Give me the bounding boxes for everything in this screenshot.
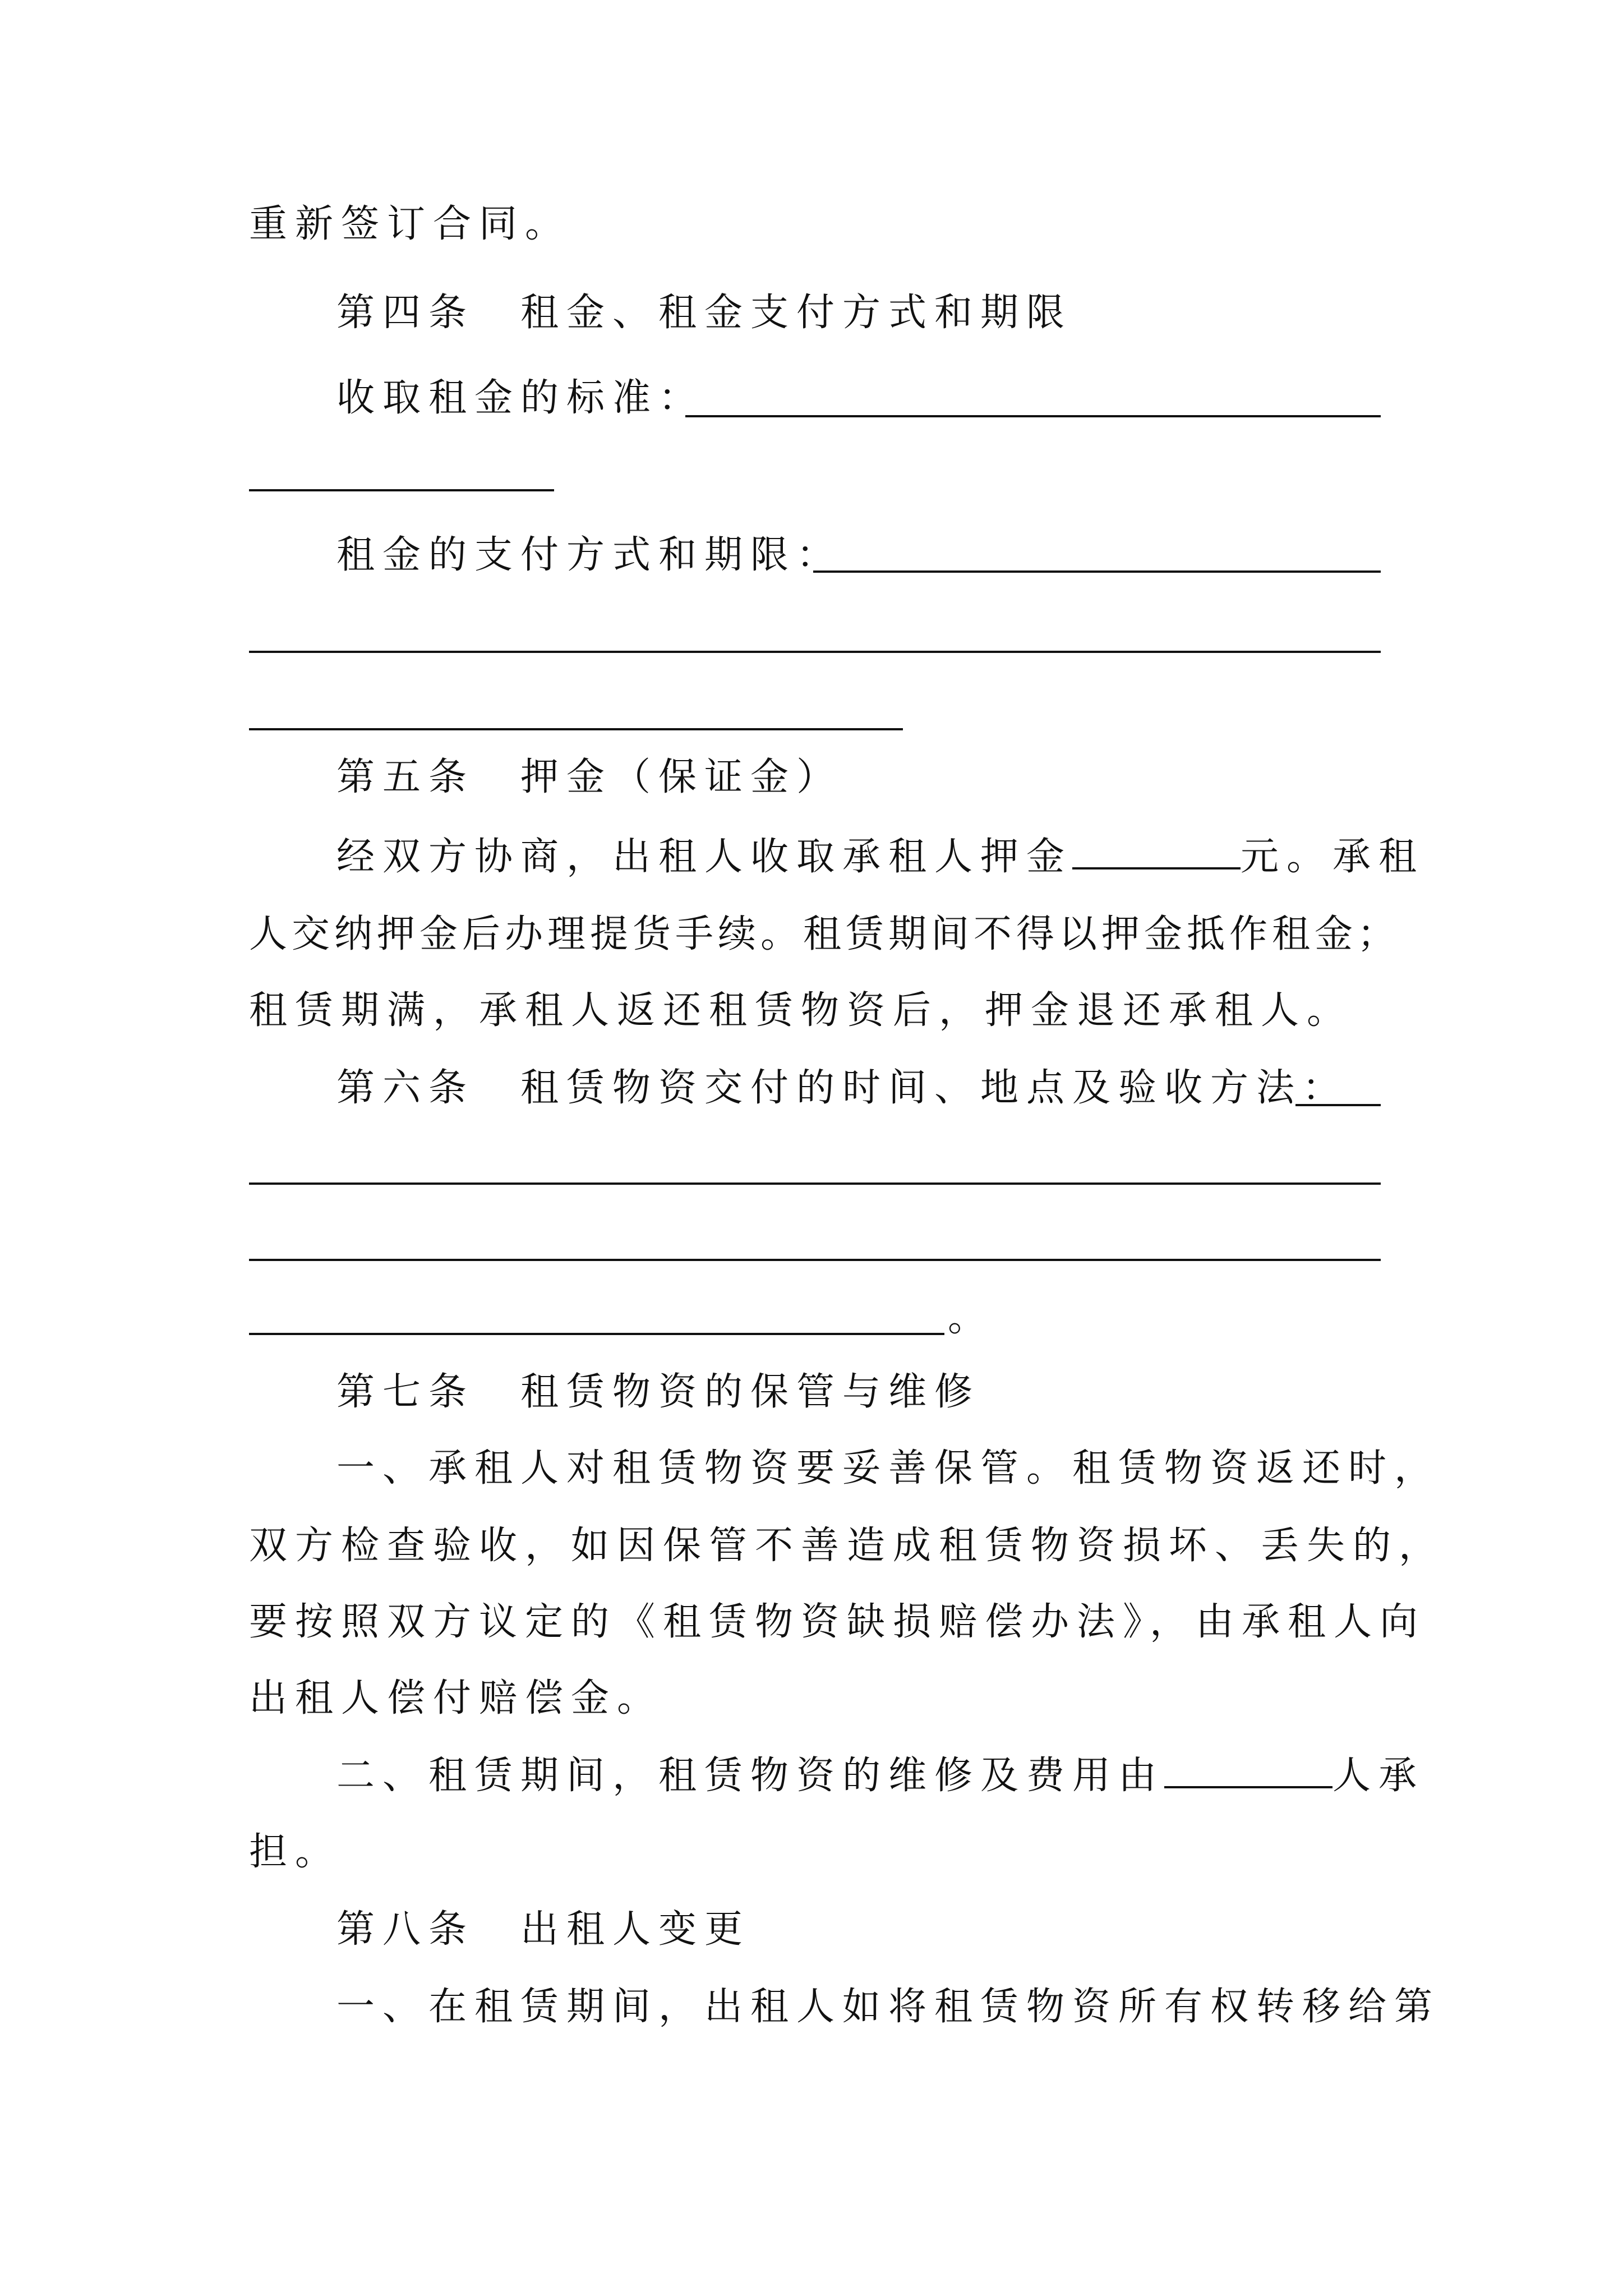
text-line: 重新签订合同。: [249, 202, 571, 246]
rent-standard-blank[interactable]: [685, 415, 1381, 417]
text-line: 租赁期满，承租人返还租赁物资后，押金退还承租人。: [249, 988, 1353, 1033]
delivery-method-blank-cont-1[interactable]: [249, 1182, 1381, 1185]
article-4-heading: 第四条 租金、租金支付方式和期限: [336, 291, 1073, 335]
sentence-end-mark: 。: [948, 1296, 994, 1340]
deposit-amount-blank[interactable]: [1072, 867, 1241, 869]
text-line: 要按照双方议定的《租赁物资缺损赔偿办法》，由承租人向: [249, 1600, 1426, 1644]
text-line: 一、承租人对租赁物资要妥善保管。租赁物资返还时，: [336, 1446, 1441, 1490]
article-7-heading: 第七条 租赁物资的保管与维修: [336, 1370, 981, 1414]
article-6-heading: 第六条 租赁物资交付的时间、地点及验收方法：: [336, 1066, 1349, 1110]
payment-method-label: 租金的支付方式和期限：: [336, 533, 843, 577]
text-line: 一、在租赁期间，出租人如将租赁物资所有权转移给第: [336, 1985, 1441, 2029]
text-line: 担。: [249, 1830, 342, 1874]
article-8-heading: 第八条 出租人变更: [336, 1907, 751, 1952]
rent-standard-label: 收取租金的标准：: [336, 376, 705, 420]
text-line: 出租人偿付赔偿金。: [249, 1676, 663, 1720]
text-line: 人交纳押金后办理提货手续。租赁期间不得以押金抵作租金；: [249, 912, 1400, 956]
payment-method-blank[interactable]: [813, 570, 1381, 573]
article-5-heading: 第五条 押金（保证金）: [336, 755, 843, 799]
deposit-sentence: [336, 818, 1424, 896]
payment-method-blank-cont-1[interactable]: [249, 651, 1381, 653]
maintenance-text-b: 人承: [1332, 1754, 1425, 1798]
delivery-method-blank[interactable]: [1295, 1104, 1381, 1106]
deposit-text-b: 元。承租: [1241, 835, 1425, 879]
payment-method-blank-cont-2[interactable]: [249, 728, 903, 730]
deposit-text-a: 经双方协商，出租人收取承租人押金: [336, 835, 1073, 879]
delivery-method-blank-cont-3[interactable]: [249, 1333, 944, 1335]
text-line: 双方检查验收，如因保管不善造成租赁物资损坏、丢失的，: [249, 1524, 1445, 1568]
maintenance-text-a: 二、租赁期间，租赁物资的维修及费用由: [336, 1754, 1165, 1798]
rent-standard-blank-cont[interactable]: [249, 489, 554, 491]
maintenance-sentence: [336, 1737, 1424, 1815]
maintenance-party-blank[interactable]: [1164, 1786, 1332, 1788]
delivery-method-blank-cont-2[interactable]: [249, 1259, 1381, 1261]
